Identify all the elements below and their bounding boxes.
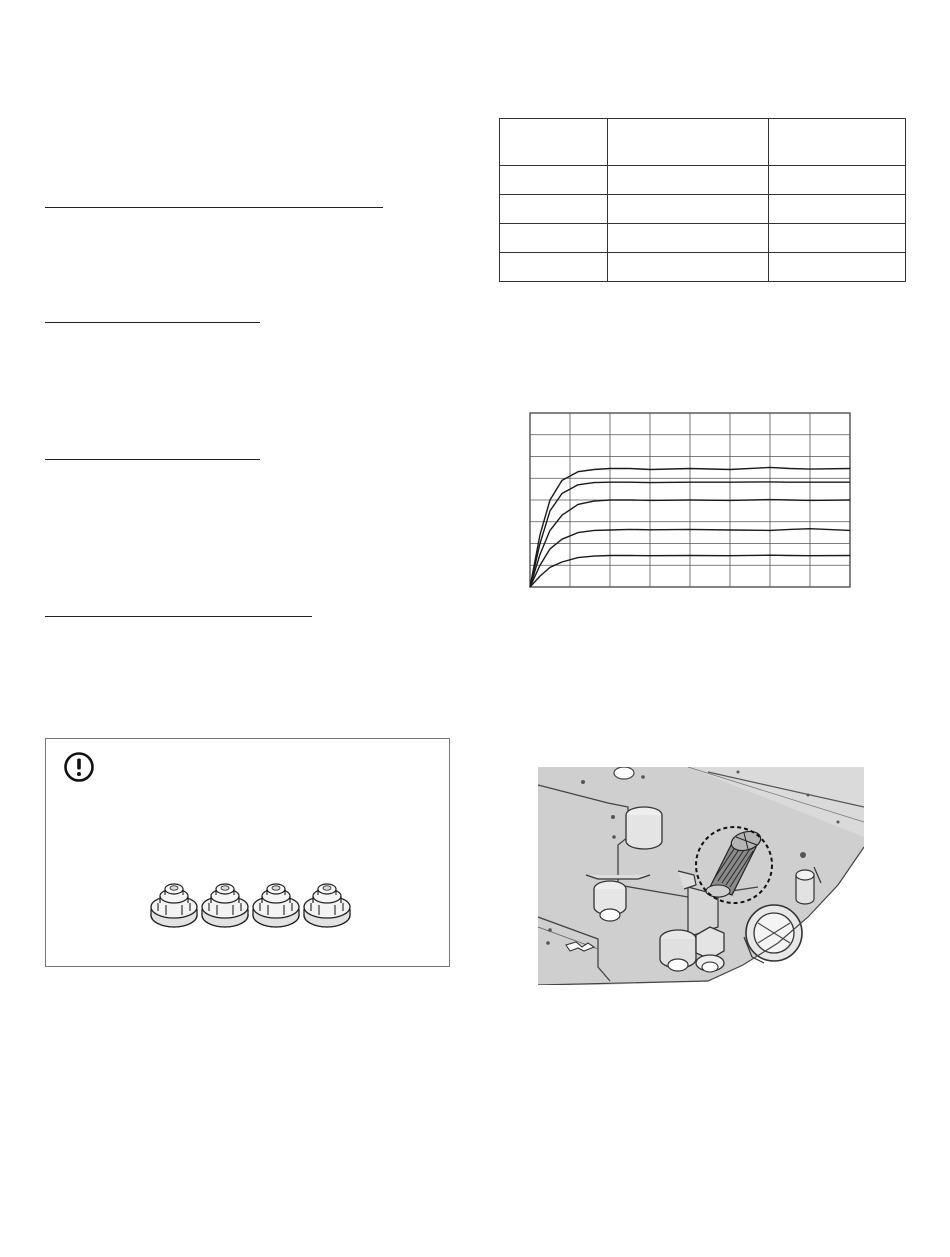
table-row (500, 166, 906, 195)
section-rule-2 (45, 322, 260, 323)
table-cell (769, 195, 906, 224)
table-row (500, 195, 906, 224)
filter-location-illustration (538, 767, 864, 985)
table-row (500, 253, 906, 282)
table-cell (769, 166, 906, 195)
exclamation-circle-icon (63, 751, 95, 783)
plug-row (148, 879, 364, 931)
table-cell (500, 195, 608, 224)
table-header-row (500, 119, 906, 166)
section-rule-4 (45, 616, 312, 617)
table-cell (608, 224, 769, 253)
table-cell (769, 253, 906, 282)
section-rule-3 (45, 459, 260, 460)
table-cell (500, 253, 608, 282)
plug-icon (304, 884, 350, 927)
plug-icon (202, 884, 248, 927)
table-cell (608, 166, 769, 195)
performance-curve-chart (526, 410, 854, 590)
flow-table (499, 118, 906, 282)
table-row (500, 224, 906, 253)
table-header-cell (608, 119, 769, 166)
table-header-cell (500, 119, 608, 166)
notice-box (45, 738, 450, 967)
table-cell (500, 224, 608, 253)
table-header-cell (769, 119, 906, 166)
table-cell (608, 253, 769, 282)
plug-icon (253, 884, 299, 927)
plug-icon (151, 884, 197, 927)
table-cell (608, 195, 769, 224)
table-cell (769, 224, 906, 253)
section-rule-1 (45, 207, 383, 208)
table-cell (500, 166, 608, 195)
